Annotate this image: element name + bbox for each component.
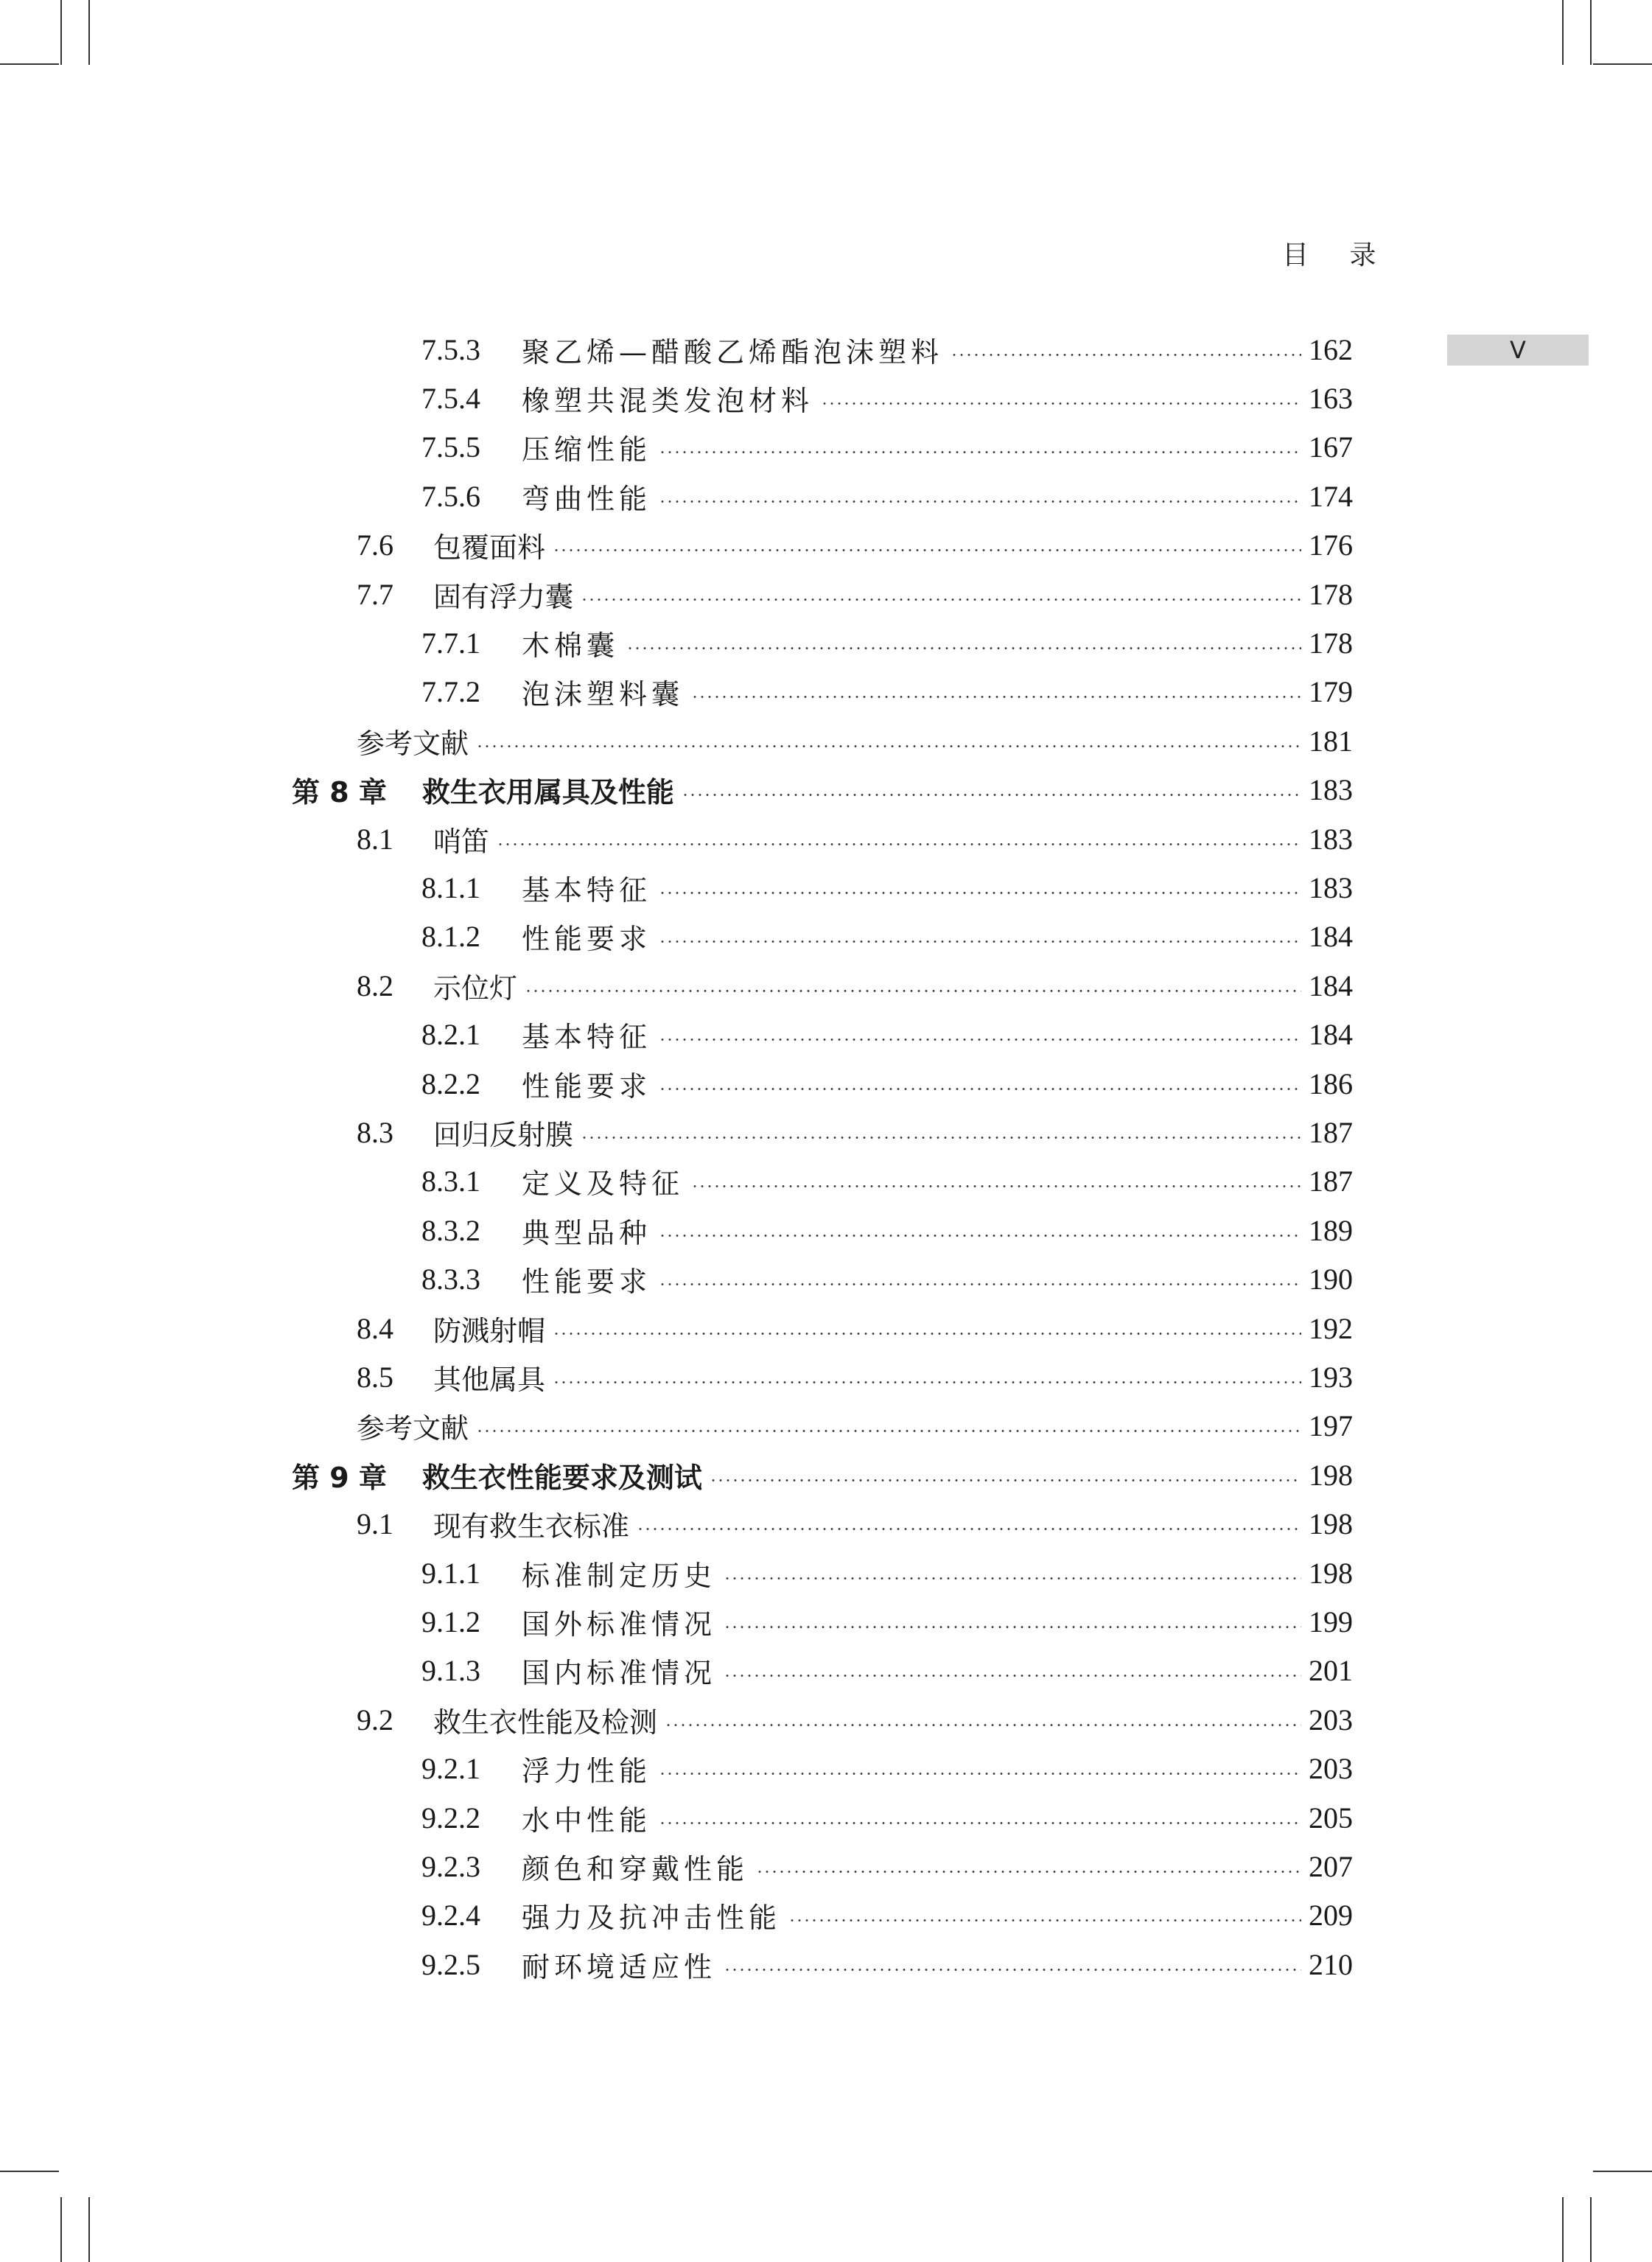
toc-entry-number: 8.1.2 <box>421 920 480 954</box>
toc-entry-title: 压缩性能 <box>522 433 652 467</box>
crop-mark <box>60 2197 62 2262</box>
toc-entry[interactable] <box>0 1940 1353 1989</box>
toc-entry[interactable] <box>0 1108 1353 1156</box>
toc-entry-title: 基本特征 <box>522 1021 652 1054</box>
toc-entry-title: 固有浮力囊 <box>433 580 574 613</box>
toc-entry-page: 203 <box>1309 1752 1353 1786</box>
crop-mark <box>60 0 62 65</box>
toc-entry-page: 163 <box>1309 381 1353 415</box>
toc-entry-number: 7.5.3 <box>421 332 480 366</box>
dot-leader <box>724 1577 1301 1579</box>
toc-entry-page: 176 <box>1309 528 1353 562</box>
toc-entry-number: 7.5.4 <box>421 381 480 415</box>
toc-entry-number: 9.1 <box>357 1507 393 1541</box>
toc-entry-page: 184 <box>1309 920 1353 954</box>
toc-entry-number: 7.5.6 <box>421 479 480 513</box>
toc-entry-number: 9.2.5 <box>421 1947 480 1981</box>
toc-entry[interactable] <box>0 912 1353 961</box>
toc-entry[interactable] <box>0 1647 1353 1695</box>
toc-entry-page: 197 <box>1309 1409 1353 1443</box>
dot-leader <box>659 451 1301 453</box>
toc-entry-page: 192 <box>1309 1311 1353 1345</box>
dot-leader <box>659 1235 1301 1237</box>
toc-entry-page: 209 <box>1309 1899 1353 1933</box>
dot-leader <box>581 1137 1301 1139</box>
dot-leader <box>476 745 1301 747</box>
toc-entry-page: 167 <box>1309 430 1353 464</box>
toc-entry-number: 8.1.1 <box>421 870 480 904</box>
toc-entry[interactable] <box>0 716 1353 765</box>
toc-entry-number: 9.2.1 <box>421 1752 480 1786</box>
toc-entry[interactable] <box>0 961 1353 1010</box>
toc-entry-title: 颜色和穿戴性能 <box>522 1852 749 1885</box>
toc-entry[interactable] <box>0 1352 1353 1401</box>
toc-entry-page: 201 <box>1309 1654 1353 1688</box>
toc-entry-page: 162 <box>1309 332 1353 366</box>
dot-leader <box>659 1822 1301 1824</box>
crop-mark <box>0 63 59 65</box>
toc-entry-number: 第 9 章 <box>292 1461 387 1494</box>
toc-entry[interactable] <box>0 1304 1353 1352</box>
toc-entry-page: 184 <box>1309 1018 1353 1052</box>
toc-entry[interactable] <box>0 1793 1353 1842</box>
toc-entry-title: 救生衣性能要求及测试 <box>421 1461 702 1494</box>
toc-entry[interactable] <box>0 1597 1353 1646</box>
toc-entry-title: 性能要求 <box>522 1266 652 1299</box>
toc-entry[interactable] <box>0 1255 1353 1304</box>
toc-entry[interactable] <box>0 1745 1353 1793</box>
toc-entry-title: 包覆面料 <box>433 531 546 565</box>
toc-entry[interactable] <box>0 1059 1353 1108</box>
toc-entry[interactable] <box>0 570 1353 618</box>
toc-entry-title: 基本特征 <box>522 873 652 907</box>
toc-entry-page: 187 <box>1309 1115 1353 1149</box>
running-head: 目 录 <box>1282 240 1393 270</box>
toc-entry-title: 浮力性能 <box>522 1755 652 1788</box>
dot-leader <box>682 794 1301 796</box>
toc-entry-number: 第 8 章 <box>292 776 387 809</box>
dot-leader <box>659 1088 1301 1090</box>
toc-entry-title: 弯曲性能 <box>522 482 652 515</box>
toc-entry-page: 210 <box>1309 1947 1353 1981</box>
toc-entry-title: 性能要求 <box>522 923 652 956</box>
dot-leader <box>724 1675 1301 1677</box>
dot-leader <box>659 940 1301 943</box>
dot-leader <box>581 598 1301 601</box>
toc-entry-page: 189 <box>1309 1213 1353 1247</box>
toc-entry-number: 7.7 <box>357 577 393 611</box>
toc-entry-page: 198 <box>1309 1507 1353 1541</box>
toc-entry-title: 强力及抗冲击性能 <box>522 1902 782 1935</box>
toc-entry-number: 8.2 <box>357 968 393 1002</box>
toc-entry-number: 8.3.2 <box>421 1213 480 1247</box>
dot-leader <box>659 1283 1301 1285</box>
toc-entry-number: 7.5.5 <box>421 430 480 464</box>
toc-entry[interactable] <box>0 1402 1353 1451</box>
toc-entry-number: 8.3 <box>357 1115 393 1149</box>
toc-entry[interactable] <box>0 521 1353 570</box>
dot-leader <box>637 1528 1301 1530</box>
toc-entry[interactable] <box>0 374 1353 422</box>
toc-entry-title: 橡塑共混类发泡材料 <box>522 384 814 417</box>
toc-entry-number: 8.4 <box>357 1311 393 1345</box>
toc-entry[interactable] <box>0 1206 1353 1254</box>
dot-leader <box>691 696 1301 698</box>
crop-mark <box>88 0 90 65</box>
toc-entry-number: 8.1 <box>357 822 393 856</box>
toc-entry-number: 9.1.2 <box>421 1605 480 1638</box>
toc-entry-title: 回归反射膜 <box>433 1118 574 1151</box>
page-tab: V <box>1447 335 1589 366</box>
dot-leader <box>710 1479 1301 1481</box>
toc-entry[interactable] <box>0 325 1353 374</box>
toc-entry-title: 现有救生衣标准 <box>433 1510 630 1543</box>
toc-entry-number: 7.6 <box>357 528 393 562</box>
crop-mark <box>1593 2171 1652 2172</box>
toc-entry-page: 179 <box>1309 675 1353 709</box>
crop-mark <box>1590 2197 1592 2262</box>
dot-leader <box>659 500 1301 503</box>
dot-leader <box>665 1724 1301 1726</box>
toc-entry[interactable] <box>0 766 1353 814</box>
toc-entry-number: 9.1.3 <box>421 1654 480 1688</box>
toc-entry-title: 聚乙烯—醋酸乙烯酯泡沫塑料 <box>522 335 944 369</box>
toc-entry[interactable] <box>0 1842 1353 1891</box>
dot-leader <box>553 549 1301 551</box>
toc-entry-number: 9.2.3 <box>421 1849 480 1883</box>
toc-entry-number: 8.3.1 <box>421 1165 480 1198</box>
toc-entry-number: 8.3.3 <box>421 1263 480 1296</box>
toc-entry-title: 泡沫塑料囊 <box>522 678 685 711</box>
dot-leader <box>476 1430 1301 1432</box>
toc-entry-title: 防溅射帽 <box>433 1314 546 1347</box>
toc-entry-number: 7.7.1 <box>421 626 480 660</box>
toc-entry-title: 标准制定历史 <box>522 1559 717 1592</box>
toc-entry-page: 174 <box>1309 479 1353 513</box>
toc-entry-page: 205 <box>1309 1801 1353 1835</box>
toc-entry[interactable] <box>0 1891 1353 1940</box>
toc-entry-page: 183 <box>1309 870 1353 904</box>
toc-entry-number: 8.5 <box>357 1360 393 1394</box>
dot-leader <box>626 647 1301 649</box>
toc-entry[interactable] <box>0 1549 1353 1597</box>
toc-entry-number: 8.2.2 <box>421 1067 480 1100</box>
crop-mark <box>1562 2197 1564 2262</box>
toc-entry-page: 207 <box>1309 1849 1353 1883</box>
crop-mark <box>0 2171 59 2172</box>
dot-leader <box>497 843 1301 845</box>
dot-leader <box>525 990 1301 992</box>
crop-mark <box>88 2197 90 2262</box>
toc-entry[interactable] <box>0 668 1353 716</box>
toc-entry[interactable] <box>0 472 1353 520</box>
toc-entry-number: 8.2.1 <box>421 1018 480 1052</box>
crop-mark <box>1562 0 1564 65</box>
toc-entry-title: 参考文献 <box>357 727 469 760</box>
toc-entry-page: 181 <box>1309 724 1353 758</box>
toc-entry-title: 哨笛 <box>433 825 490 858</box>
dot-leader <box>691 1185 1301 1187</box>
toc-entry[interactable] <box>0 814 1353 863</box>
toc-entry-title: 水中性能 <box>522 1804 652 1837</box>
toc-entry-number: 9.2 <box>357 1703 393 1736</box>
dot-leader <box>659 1773 1301 1775</box>
toc-entry-page: 199 <box>1309 1605 1353 1638</box>
toc-entry-page: 203 <box>1309 1703 1353 1736</box>
dot-leader <box>553 1333 1301 1335</box>
toc-entry-page: 178 <box>1309 626 1353 660</box>
dot-leader <box>951 354 1301 356</box>
dot-leader <box>659 892 1301 894</box>
toc-entry[interactable] <box>0 1010 1353 1059</box>
crop-mark <box>1590 0 1592 65</box>
toc-entry-title: 救生衣性能及检测 <box>433 1706 658 1739</box>
toc-entry[interactable] <box>0 1451 1353 1499</box>
toc-entry-page: 183 <box>1309 822 1353 856</box>
dot-leader <box>788 1919 1301 1921</box>
toc-entry-page: 190 <box>1309 1263 1353 1296</box>
toc-entry[interactable] <box>0 1695 1353 1744</box>
toc-entry-page: 184 <box>1309 968 1353 1002</box>
toc-entry[interactable] <box>0 618 1353 667</box>
toc-entry-title: 国内标准情况 <box>522 1657 717 1690</box>
toc-entry-number: 9.1.1 <box>421 1556 480 1590</box>
toc-entry-number: 7.7.2 <box>421 675 480 709</box>
toc-entry[interactable] <box>0 423 1353 472</box>
toc-entry-page: 198 <box>1309 1556 1353 1590</box>
dot-leader <box>724 1969 1301 1971</box>
toc-entry-page: 183 <box>1309 773 1353 807</box>
toc-entry-title: 救生衣用属具及性能 <box>421 776 674 809</box>
toc-entry-title: 参考文献 <box>357 1412 469 1445</box>
dot-leader <box>724 1626 1301 1628</box>
toc-entry-title: 性能要求 <box>522 1069 652 1103</box>
dot-leader <box>756 1871 1301 1873</box>
dot-leader <box>659 1039 1301 1041</box>
toc-entry-page: 193 <box>1309 1360 1353 1394</box>
toc-entry[interactable] <box>0 1157 1353 1206</box>
toc-entry[interactable] <box>0 863 1353 912</box>
toc-entry-title: 其他属具 <box>433 1363 546 1396</box>
toc-entry-title: 典型品种 <box>522 1216 652 1249</box>
toc-entry-title: 定义及特征 <box>522 1167 685 1201</box>
toc-entry-page: 186 <box>1309 1067 1353 1100</box>
toc-entry-number: 9.2.4 <box>421 1899 480 1933</box>
crop-mark <box>1593 63 1652 65</box>
toc-entry-title: 木棉囊 <box>522 629 620 662</box>
toc-entry-number: 9.2.2 <box>421 1801 480 1835</box>
toc-entry-title: 耐环境适应性 <box>522 1950 717 1983</box>
toc-entry-page: 187 <box>1309 1165 1353 1198</box>
toc-entry-title: 国外标准情况 <box>522 1608 717 1641</box>
toc-entry-page: 178 <box>1309 577 1353 611</box>
toc-entry[interactable] <box>0 1500 1353 1549</box>
toc-entry-title: 示位灯 <box>433 971 518 1005</box>
dot-leader <box>553 1381 1301 1383</box>
toc-entry-page: 198 <box>1309 1458 1353 1492</box>
dot-leader <box>821 402 1301 405</box>
